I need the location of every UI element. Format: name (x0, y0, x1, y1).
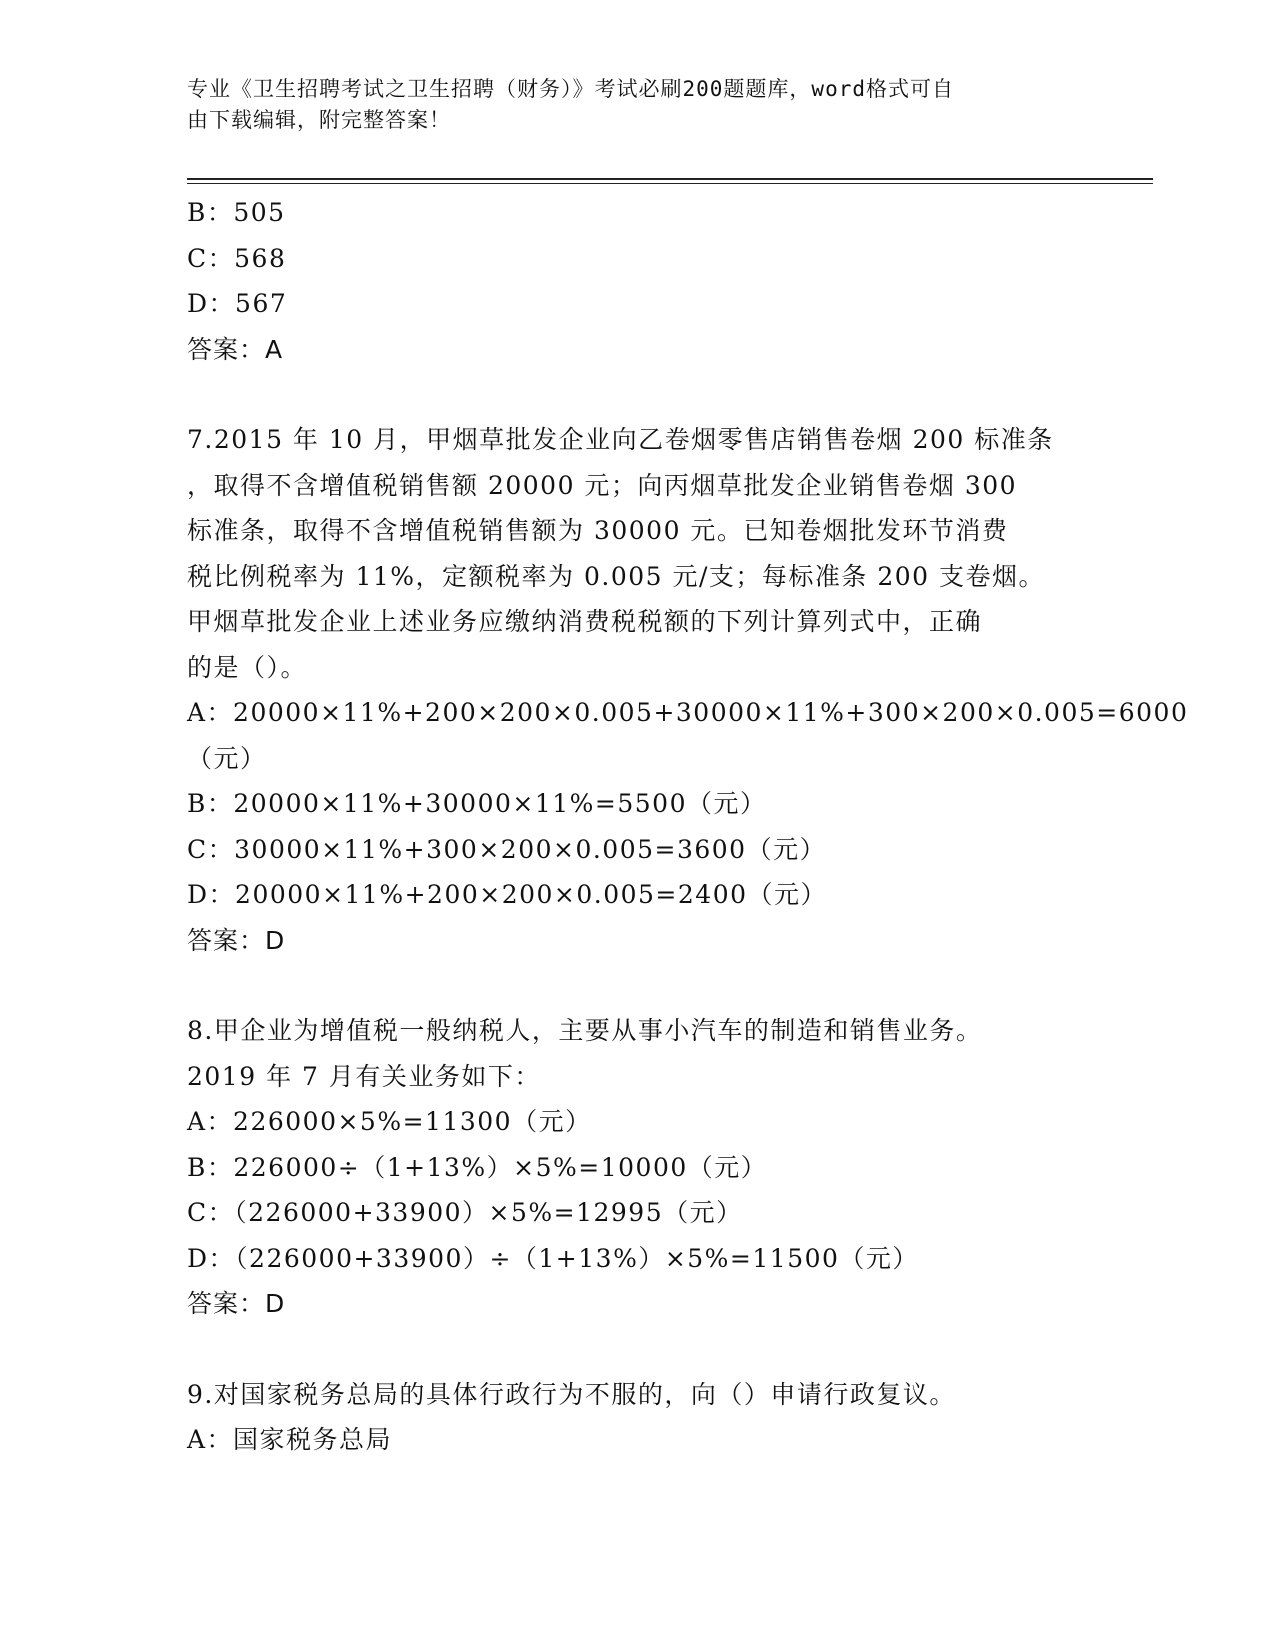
q7-option-d: D：20000×11%+200×200×0.005=2400（元） (187, 880, 828, 909)
q6-answer: 答案：A (187, 334, 284, 364)
q7-stem-line-6: 的是（）。 (187, 652, 308, 682)
header-divider-thin (187, 183, 1153, 184)
q6-option-d: D：567 (187, 289, 288, 318)
document-body (187, 190, 1189, 1463)
q8-option-a: A：226000×5%=11300（元） (187, 1107, 592, 1136)
q9-option-a: A：国家税务总局 (187, 1425, 393, 1454)
header-divider-thick (187, 178, 1153, 180)
document-header (187, 74, 1067, 136)
q7-stem-line-1: 7.2015 年 10 月，甲烟草批发企业向乙卷烟零售店销售卷烟 200 标准条 (187, 425, 1054, 454)
q6-option-c: C：568 (187, 243, 287, 273)
q7-option-b: B：20000×11%+30000×11%=5500（元） (187, 789, 767, 818)
q8-answer: 答案：D (187, 1289, 286, 1318)
q7-stem-line-4: 税比例税率为 11%，定额税率为 0.005 元/支；每标准条 200 支卷烟。 (187, 561, 1046, 591)
q7-option-a-cont: （元） (187, 743, 267, 773)
q7-stem-line-3: 标准条，取得不含增值税销售额为 30000 元。已知卷烟批发环节消费 (187, 516, 1009, 545)
spacer (187, 963, 1087, 1008)
spacer (187, 372, 1087, 417)
q7-answer: 答案：D (187, 925, 286, 955)
question-6 (187, 190, 1087, 372)
q6-option-b: B：505 (187, 198, 286, 227)
q7-stem-line-5: 甲烟草批发企业上述业务应缴纳消费税税额的下列计算列式中，正确 (187, 607, 983, 636)
header-line-2: 由下载编辑，附完整答案！ (187, 108, 451, 132)
question-9 (187, 1372, 1087, 1463)
q8-stem-line-1: 8.甲企业为增值税一般纳税人，主要从事小汽车的制造和销售业务。 (187, 1016, 983, 1045)
q8-stem-line-2: 2019 年 7 月有关业务如下： (187, 1061, 541, 1091)
question-8 (187, 1008, 1087, 1327)
q7-option-a: A：20000×11%+200×200×0.005+30000×11%+300×200×0.005=6000 (187, 698, 1189, 727)
q7-option-c: C：30000×11%+300×200×0.005=3600（元） (187, 834, 827, 864)
question-7 (187, 417, 1189, 963)
q8-option-d: D：（226000+33900）÷（1+13%）×5%=11500（元） (187, 1243, 919, 1273)
q8-option-c: C：（226000+33900）×5%=12995（元） (187, 1198, 743, 1227)
q9-stem: 9.对国家税务总局的具体行政行为不服的，向（）申请行政复议。 (187, 1379, 956, 1409)
spacer (187, 1327, 1087, 1372)
q7-stem-line-2: ，取得不含增值税销售额 20000 元；向丙烟草批发企业销售卷烟 300 (187, 470, 1018, 500)
q8-option-b: B：226000÷（1+13%）×5%=10000（元） (187, 1152, 768, 1182)
header-line-1: 专业《卫生招聘考试之卫生招聘（财务）》考试必刷200题题库，word格式可自 (187, 77, 954, 101)
